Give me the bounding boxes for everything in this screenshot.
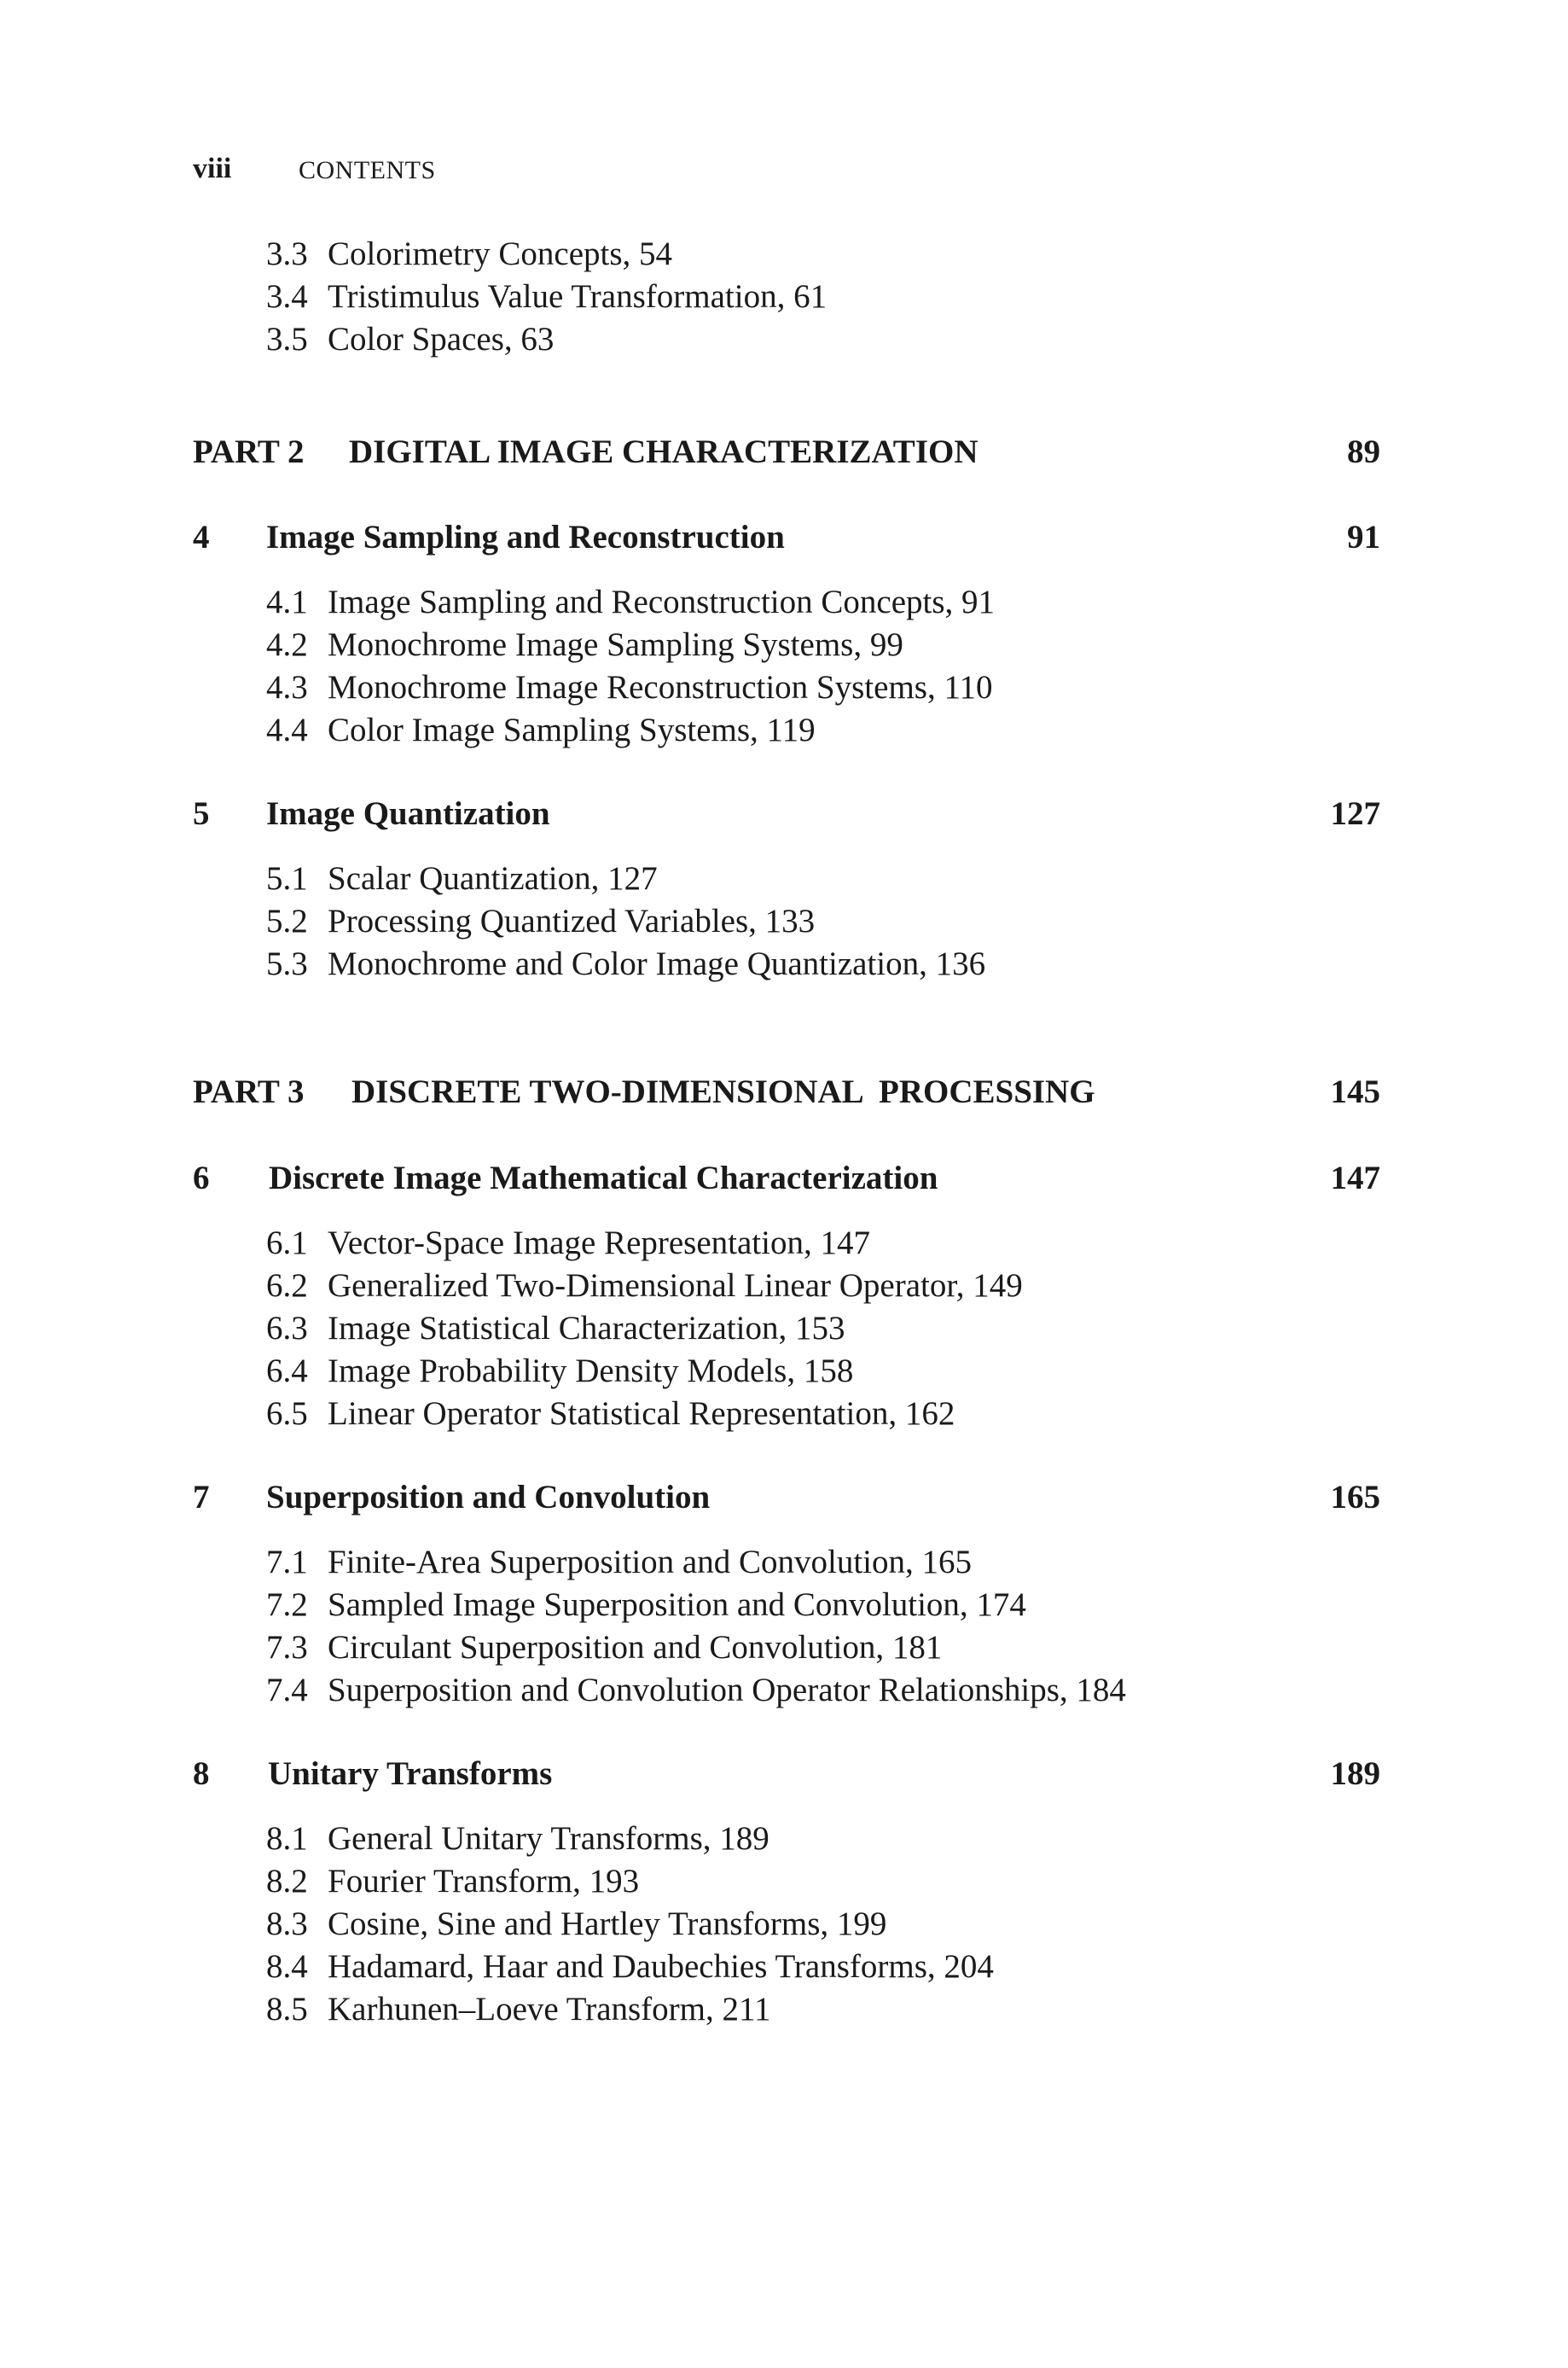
chapter-number: 5 <box>193 795 210 832</box>
toc-section-5-3[interactable] <box>266 944 985 985</box>
section-number: 5.2 <box>266 903 308 940</box>
chapter-number: 7 <box>193 1479 210 1516</box>
section-number: 6.2 <box>266 1267 308 1304</box>
section-number: 3.4 <box>266 278 308 315</box>
section-number: 7.3 <box>266 1629 308 1666</box>
section-number: 6.1 <box>266 1225 308 1261</box>
part-title: DISCRETE TWO-DIMENSIONAL PROCESSING <box>351 1073 1095 1110</box>
toc-section-6-4[interactable] <box>266 1351 853 1392</box>
chapter-title: Unitary Transforms <box>268 1755 553 1792</box>
section-title: Karhunen–Loeve Transform, 211 <box>328 1991 771 2028</box>
chapter-number: 8 <box>193 1755 210 1792</box>
section-title: Monochrome Image Sampling Systems, 99 <box>328 626 903 663</box>
toc-section-8-5[interactable] <box>266 1989 771 2030</box>
section-number: 3.3 <box>266 236 308 272</box>
toc-chapter-7[interactable] <box>193 1477 1380 1518</box>
toc-section-4-1[interactable] <box>266 582 995 623</box>
section-title: Colorimetry Concepts, 54 <box>328 236 673 272</box>
section-number: 4.1 <box>266 584 308 620</box>
chapter-title: Superposition and Convolution <box>266 1479 711 1516</box>
section-number: 4.4 <box>266 712 308 748</box>
section-title: Finite-Area Superposition and Convolution, 165 <box>328 1544 973 1580</box>
toc-section-6-5[interactable] <box>266 1393 955 1434</box>
page-folio: viii <box>193 153 232 184</box>
chapter-title: Discrete Image Mathematical Characterization <box>269 1160 938 1196</box>
chapter-page: 127 <box>1330 795 1380 832</box>
section-number: 8.2 <box>266 1863 308 1900</box>
toc-section-6-3[interactable] <box>266 1308 845 1349</box>
section-number: 4.2 <box>266 626 308 663</box>
part-label: PART 3 <box>193 1073 305 1110</box>
toc-section-8-3[interactable] <box>266 1904 886 1945</box>
toc-section-8-4[interactable] <box>266 1946 994 1987</box>
toc-chapter-4[interactable] <box>193 517 1380 558</box>
part-title: DIGITAL IMAGE CHARACTERIZATION <box>349 433 979 470</box>
section-title: Linear Operator Statistical Representation, 162 <box>328 1395 955 1432</box>
section-title: Sampled Image Superposition and Convolution, 174 <box>328 1586 1026 1623</box>
section-number: 7.1 <box>266 1544 308 1580</box>
chapter-page: 147 <box>1330 1160 1380 1196</box>
part-page: 145 <box>1330 1073 1380 1110</box>
section-title: Generalized Two-Dimensional Linear Operator, 149 <box>328 1267 1023 1304</box>
toc-section-7-1[interactable] <box>266 1542 972 1583</box>
toc-section-7-3[interactable] <box>266 1627 942 1668</box>
toc-part-2[interactable] <box>193 432 1380 473</box>
toc-section-7-4[interactable] <box>266 1670 1126 1711</box>
toc-section-4-3[interactable] <box>266 667 993 708</box>
section-title: Circulant Superposition and Convolution, 181 <box>328 1629 943 1666</box>
toc-section-5-2[interactable] <box>266 901 815 942</box>
chapter-number: 4 <box>193 519 210 556</box>
section-title: Monochrome Image Reconstruction Systems, 110 <box>328 669 993 706</box>
toc-section-3-5[interactable] <box>266 319 554 360</box>
running-head: CONTENTS <box>299 156 436 184</box>
section-number: 5.3 <box>266 945 308 982</box>
section-number: 8.5 <box>266 1991 308 2028</box>
section-title: Tristimulus Value Transformation, 61 <box>328 278 828 315</box>
chapter-page: 91 <box>1347 519 1380 556</box>
section-title: General Unitary Transforms, 189 <box>328 1820 769 1857</box>
section-number: 7.4 <box>266 1672 308 1708</box>
section-number: 3.5 <box>266 321 308 358</box>
section-title: Fourier Transform, 193 <box>328 1863 640 1900</box>
toc-section-3-4[interactable] <box>266 276 827 317</box>
toc-section-8-2[interactable] <box>266 1861 639 1902</box>
section-number: 6.3 <box>266 1310 308 1347</box>
part-label: PART 2 <box>193 433 305 470</box>
chapter-page: 165 <box>1330 1479 1380 1516</box>
toc-chapter-6[interactable] <box>193 1158 1380 1199</box>
section-title: Image Statistical Characterization, 153 <box>328 1310 845 1347</box>
toc-section-5-1[interactable] <box>266 858 658 899</box>
section-title: Cosine, Sine and Hartley Transforms, 199 <box>328 1905 887 1942</box>
section-title: Image Probability Density Models, 158 <box>328 1353 854 1389</box>
section-number: 8.3 <box>266 1905 308 1942</box>
chapter-number: 6 <box>193 1160 210 1196</box>
section-title: Image Sampling and Reconstruction Concepts, 91 <box>328 584 996 620</box>
toc-part-3[interactable] <box>193 1072 1380 1113</box>
toc-chapter-8[interactable] <box>193 1754 1380 1795</box>
section-title: Color Spaces, 63 <box>328 321 555 358</box>
section-number: 6.4 <box>266 1353 308 1389</box>
section-number: 4.3 <box>266 669 308 706</box>
toc-section-4-4[interactable] <box>266 710 816 751</box>
section-number: 8.4 <box>266 1948 308 1985</box>
section-number: 5.1 <box>266 860 308 897</box>
section-title: Scalar Quantization, 127 <box>328 860 658 897</box>
section-number: 7.2 <box>266 1586 308 1623</box>
toc-section-4-2[interactable] <box>266 625 903 666</box>
section-title: Color Image Sampling Systems, 119 <box>328 712 816 748</box>
chapter-title: Image Sampling and Reconstruction <box>266 519 785 556</box>
section-title: Processing Quantized Variables, 133 <box>328 903 816 940</box>
section-title: Superposition and Convolution Operator Relationships, 184 <box>328 1672 1126 1708</box>
toc-section-3-3[interactable] <box>266 234 672 275</box>
toc-section-7-2[interactable] <box>266 1585 1026 1626</box>
toc-section-6-2[interactable] <box>266 1265 1023 1306</box>
chapter-page: 189 <box>1330 1755 1380 1792</box>
toc-section-8-1[interactable] <box>266 1818 769 1859</box>
section-title: Monochrome and Color Image Quantization, 136 <box>328 945 986 982</box>
section-number: 8.1 <box>266 1820 308 1857</box>
toc-chapter-5[interactable] <box>193 794 1380 835</box>
part-page: 89 <box>1347 433 1380 470</box>
section-title: Hadamard, Haar and Daubechies Transforms, 204 <box>328 1948 994 1985</box>
section-number: 6.5 <box>266 1395 308 1432</box>
chapter-title: Image Quantization <box>266 795 550 832</box>
toc-section-6-1[interactable] <box>266 1223 870 1264</box>
section-title: Vector-Space Image Representation, 147 <box>328 1225 870 1261</box>
